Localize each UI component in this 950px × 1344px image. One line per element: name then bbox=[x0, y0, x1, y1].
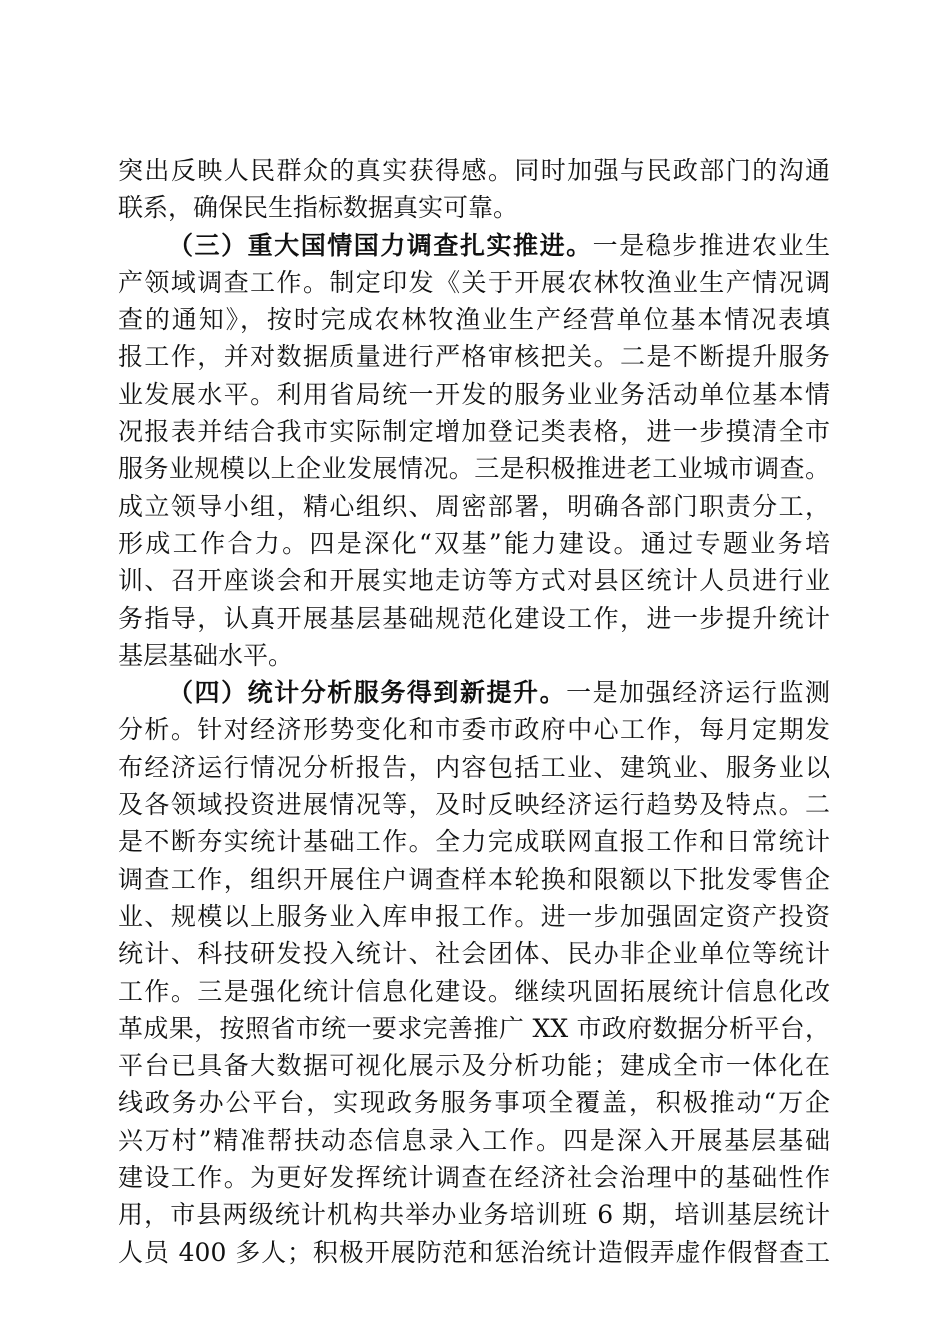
text-line: 人员 400 多人；积极开展防范和惩治统计造假弄虚作假督查工 bbox=[118, 1237, 830, 1267]
section-heading-continuation: 一是加强经济运行监测 bbox=[566, 678, 830, 708]
text-line: 况报表并结合我市实际制定增加登记类表格，进一步摸清全市 bbox=[118, 417, 830, 447]
text-line: 及各领域投资进展情况等，及时反映经济运行趋势及特点。二 bbox=[118, 790, 830, 820]
text-line: 基层基础水平。 bbox=[118, 640, 294, 670]
text-line: 形成工作合力。四是深化“双基”能力建设。通过专题业务培 bbox=[118, 528, 830, 558]
text-line: 服务业规模以上企业发展情况。三是积极推进老工业城市调查。 bbox=[118, 454, 830, 484]
text-line: 布经济运行情况分析报告，内容包括工业、建筑业、服务业以 bbox=[118, 752, 830, 782]
text-line: 革成果，按照省市统一要求完善推广 XX 市政府数据分析平台， bbox=[118, 1013, 830, 1043]
text-line: 产领域调查工作。制定印发《关于开展农林牧渔业生产情况调 bbox=[118, 267, 830, 297]
section-heading-line bbox=[118, 674, 830, 711]
text-line: 平台已具备大数据可视化展示及分析功能；建成全市一体化在 bbox=[118, 1051, 830, 1081]
text-line: 线政务办公平台，实现政务服务事项全覆盖，积极推动“万企 bbox=[118, 1088, 830, 1118]
document-body bbox=[118, 152, 830, 1271]
text-line: 统计、科技研发投入统计、社会团体、民办非企业单位等统计 bbox=[118, 939, 830, 969]
text-line: 成立领导小组，精心组织、周密部署，明确各部门职责分工， bbox=[118, 491, 830, 521]
text-line: 是不断夯实统计基础工作。全力完成联网直报工作和日常统计 bbox=[118, 827, 830, 857]
text-line: 查的通知》，按时完成农林牧渔业生产经营单位基本情况表填 bbox=[118, 305, 830, 335]
text-line: 分析。针对经济形势变化和市委市政府中心工作，每月定期发 bbox=[118, 715, 830, 745]
text-line: 训、召开座谈会和开展实地走访等方式对县区统计人员进行业 bbox=[118, 566, 830, 596]
section-heading-line bbox=[118, 227, 830, 264]
text-line: 报工作，并对数据质量进行严格审核把关。二是不断提升服务 bbox=[118, 342, 830, 372]
text-line: 调查工作，组织开展住户调查样本轮换和限额以下批发零售企 bbox=[118, 864, 830, 894]
text-line: 务指导，认真开展基层基础规范化建设工作，进一步提升统计 bbox=[118, 603, 830, 633]
text-line: 建设工作。为更好发挥统计调查在经济社会治理中的基础性作 bbox=[118, 1163, 830, 1193]
text-line: 兴万村”精准帮扶动态信息录入工作。四是深入开展基层基础 bbox=[118, 1125, 830, 1155]
text-line: 用，市县两级统计机构共举办业务培训班 6 期，培训基层统计 bbox=[118, 1200, 830, 1230]
text-line: 突出反映人民群众的真实获得感。同时加强与民政部门的沟通 bbox=[118, 156, 830, 185]
section-heading-continuation: 一是稳步推进农业生 bbox=[592, 230, 830, 260]
text-line: 业、规模以上服务业入库申报工作。进一步加强固定资产投资 bbox=[118, 901, 830, 931]
text-line: 工作。三是强化统计信息化建设。继续巩固拓展统计信息化改 bbox=[118, 976, 830, 1006]
text-line: 联系，确保民生指标数据真实可靠。 bbox=[118, 193, 519, 223]
section-heading: （三）重大国情国力调查扎实推进。 bbox=[168, 230, 593, 260]
section-heading: （四）统计分析服务得到新提升。 bbox=[168, 678, 567, 708]
text-line: 业发展水平。利用省局统一开发的服务业业务活动单位基本情 bbox=[118, 379, 830, 409]
